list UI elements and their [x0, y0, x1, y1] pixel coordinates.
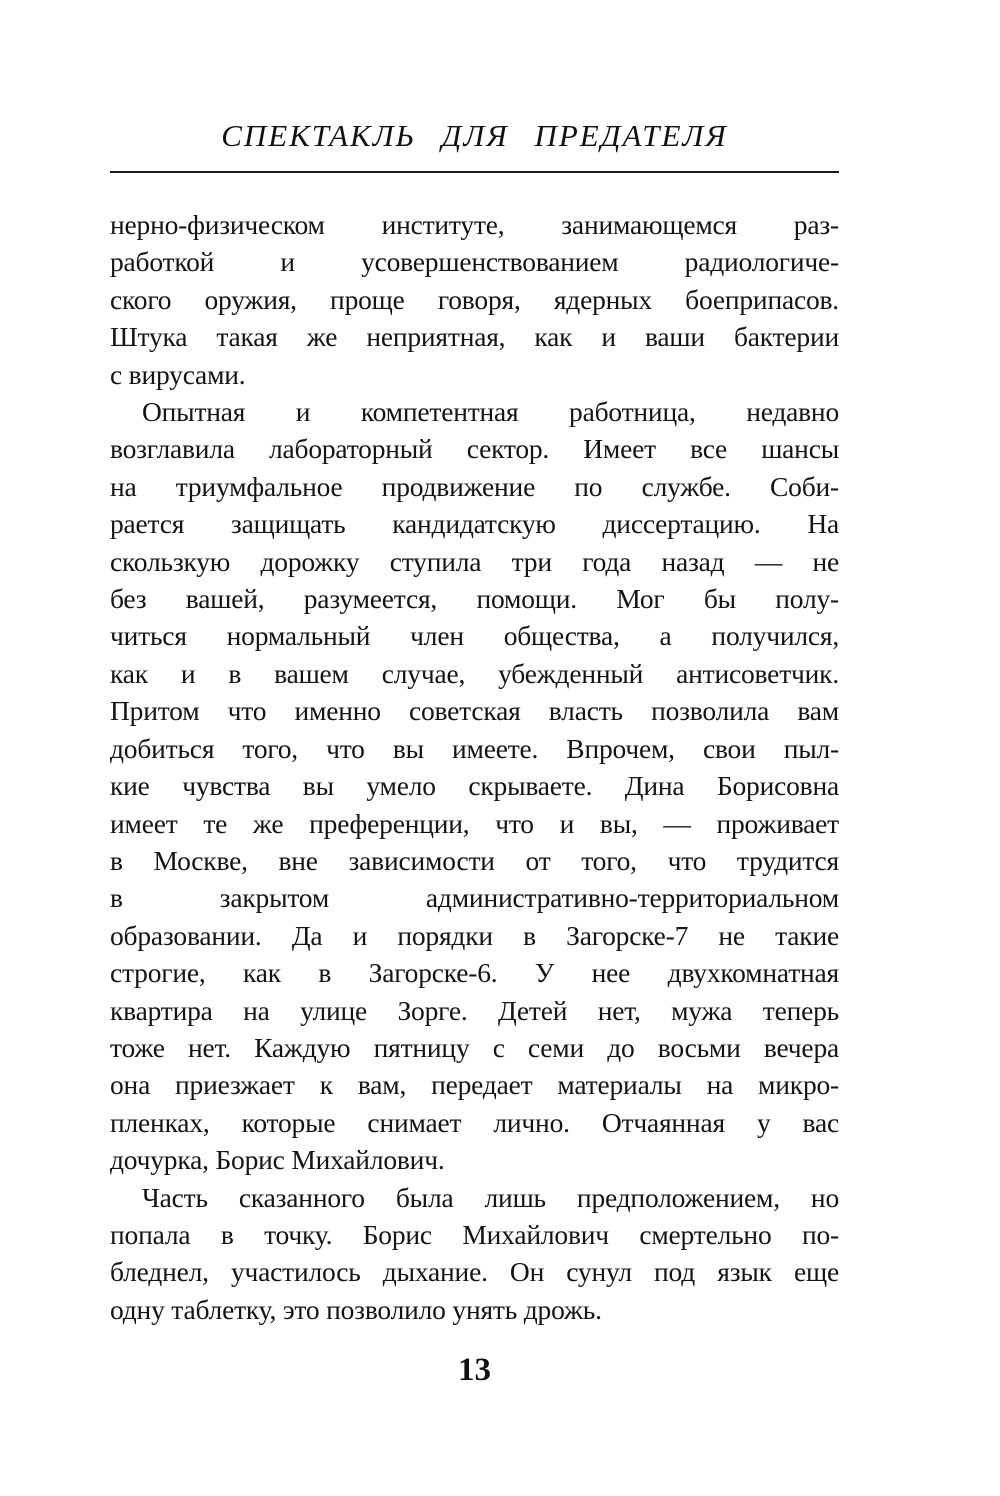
text-line: имеет те же преференции, что и вы, — проживает	[110, 807, 839, 839]
text-line: строгие, как в Загорске-6. У нее двухкомнатная	[110, 957, 839, 989]
text-line: Штука такая же неприятная, как и ваши бактерии	[110, 321, 839, 353]
text-line: одну таблетку, это позволило унять дрожь.	[110, 1293, 602, 1325]
running-title: СПЕКТАКЛЬ ДЛЯ ПРЕДАТЕЛЯ	[221, 118, 728, 153]
header-rule	[110, 171, 839, 173]
text-line: как и в вашем случае, убежденный антисоветчик.	[110, 657, 839, 689]
text-line: с вирусами.	[110, 358, 246, 390]
text-line: на триумфальное продвижение по службе. Соби-	[110, 470, 839, 502]
text-line: Часть сказанного была лишь предположением, но	[142, 1181, 839, 1213]
text-line: дочурка, Борис Михайлович.	[110, 1144, 445, 1176]
text-line: кие чувства вы умело скрываете. Дина Борисовна	[110, 770, 839, 802]
text-line: образовании. Да и порядки в Загорске-7 не такие	[110, 919, 839, 951]
text-line: в закрытом административно-территориальном	[110, 882, 839, 914]
text-line: Опытная и компетентная работница, недавно	[142, 396, 839, 428]
page-number: 13	[458, 1352, 491, 1389]
text-line: работкой и усовершенствованием радиологиче-	[110, 246, 839, 278]
text-line: добиться того, что вы имеете. Впрочем, свои пыл-	[110, 732, 839, 764]
text-line: читься нормальный член общества, а получился,	[110, 620, 839, 652]
text-line: скользкую дорожку ступила три года назад — не	[110, 545, 839, 577]
text-line: в Москве, вне зависимости от того, что трудится	[110, 844, 839, 876]
text-line: пленках, которые снимает лично. Отчаянная у вас	[110, 1106, 839, 1138]
text-line: она приезжает к вам, передает материалы на микро-	[110, 1069, 839, 1101]
page-body	[110, 206, 839, 1328]
text-line: Притом что именно советская власть позволила вам	[110, 695, 839, 727]
text-line: квартира на улице Зорге. Детей нет, мужа теперь	[110, 994, 839, 1026]
text-line: возглавила лабораторный сектор. Имеет все шансы	[110, 433, 839, 465]
text-line: бледнел, участилось дыхание. Он сунул под язык еще	[110, 1256, 839, 1288]
text-line: тоже нет. Каждую пятницу с семи до восьми вечера	[110, 1031, 839, 1063]
text-line: нерно-физическом институте, занимающемся раз-	[110, 209, 839, 240]
text-line: без вашей, разумеется, помощи. Мог бы полу-	[110, 583, 839, 615]
text-line: рается защищать кандидатскую диссертацию. На	[110, 508, 839, 540]
text-line: ского оружия, проще говоря, ядерных боеприпасов.	[110, 283, 839, 315]
text-line: попала в точку. Борис Михайлович смертельно по-	[110, 1218, 839, 1250]
